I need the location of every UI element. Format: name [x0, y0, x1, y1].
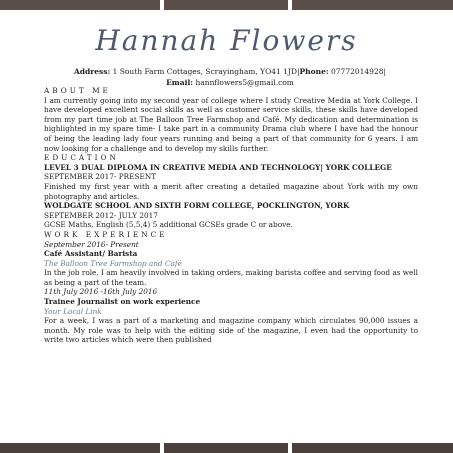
education-heading: EDUCATION: [44, 153, 119, 163]
contact-address-line: [44, 67, 416, 77]
email-label: Email:: [166, 78, 194, 87]
education-title: WOLDGATE SCHOOL AND SIXTH FORM COLLEGE, POCKLINGTON, YORK: [44, 201, 350, 211]
experience-org: The Balloon Tree Farmshop and Café: [44, 258, 182, 268]
experience-role: Trainee Journalist on work experience: [44, 297, 201, 307]
education-title: LEVEL 3 DUAL DIPLOMA IN CREATIVE MEDIA AND TECHNOLOGY| YORK COLLEGE: [44, 162, 392, 172]
address-label: Address:: [73, 67, 111, 76]
top-decorative-bar: [0, 0, 453, 10]
phone-label: Phone:: [299, 67, 329, 76]
experience-desc: For a week, I was a part of a marketing and magazine company which circulates 90,000 issues a month. My role was to help with the editing side of the magazine, I even had the opportunity to write two articles which were then published: [44, 316, 418, 345]
about-heading: ABOUT ME: [44, 86, 111, 95]
education-dates: SEPTEMBER 2012- JULY 2017: [44, 210, 158, 220]
experience-dates: September 2016- Present: [44, 239, 139, 249]
experience-org: Your Local Link: [44, 306, 102, 316]
education-desc: GCSE Maths, English (5,5,4) 5 additional GCSEs grade C or above.: [44, 220, 293, 230]
address-value: 1 South Farm Cottages, Scrayingham, YO41 1JD|: [110, 67, 300, 76]
about-text: I am currently going into my second year of college where I study Creative Media at York College. I have developed excellent social skills as well as customer service skills, these skills have developed from my part time job at The Balloon Tree Farmshop and Café. My dedication and determination is highlighted in my spare time- I take part in a community Drama club where I have had the honour of being the leading lady four years running and being a part of that community for 6 years. I am now looking for a challenge and to develop my skills further.: [44, 95, 418, 153]
resume-name: Hannah Flowers: [95, 24, 358, 57]
experience-role: Café Assistant/ Barista: [44, 249, 138, 259]
bottom-decorative-bar: [0, 443, 453, 453]
phone-value: 07772014928|: [328, 67, 387, 76]
experience-dates: 11th July 2016 -16th July 2016: [44, 287, 158, 297]
resume-content: [44, 86, 418, 345]
email-value: hannflowers5@gmail.com: [193, 78, 294, 87]
experience-desc: In the job role, I am heavily involved in taking orders, making barista coffee and serving food as well as being a part of the team.: [44, 268, 418, 287]
education-dates: SEPTEMBER 2017- PRESENT: [44, 172, 157, 182]
experience-heading: WORK EXPERIENCE: [44, 229, 168, 239]
education-desc: Finished my first year with a merit after creating a detailed magazine about York with my own photography and articles.: [44, 181, 418, 201]
